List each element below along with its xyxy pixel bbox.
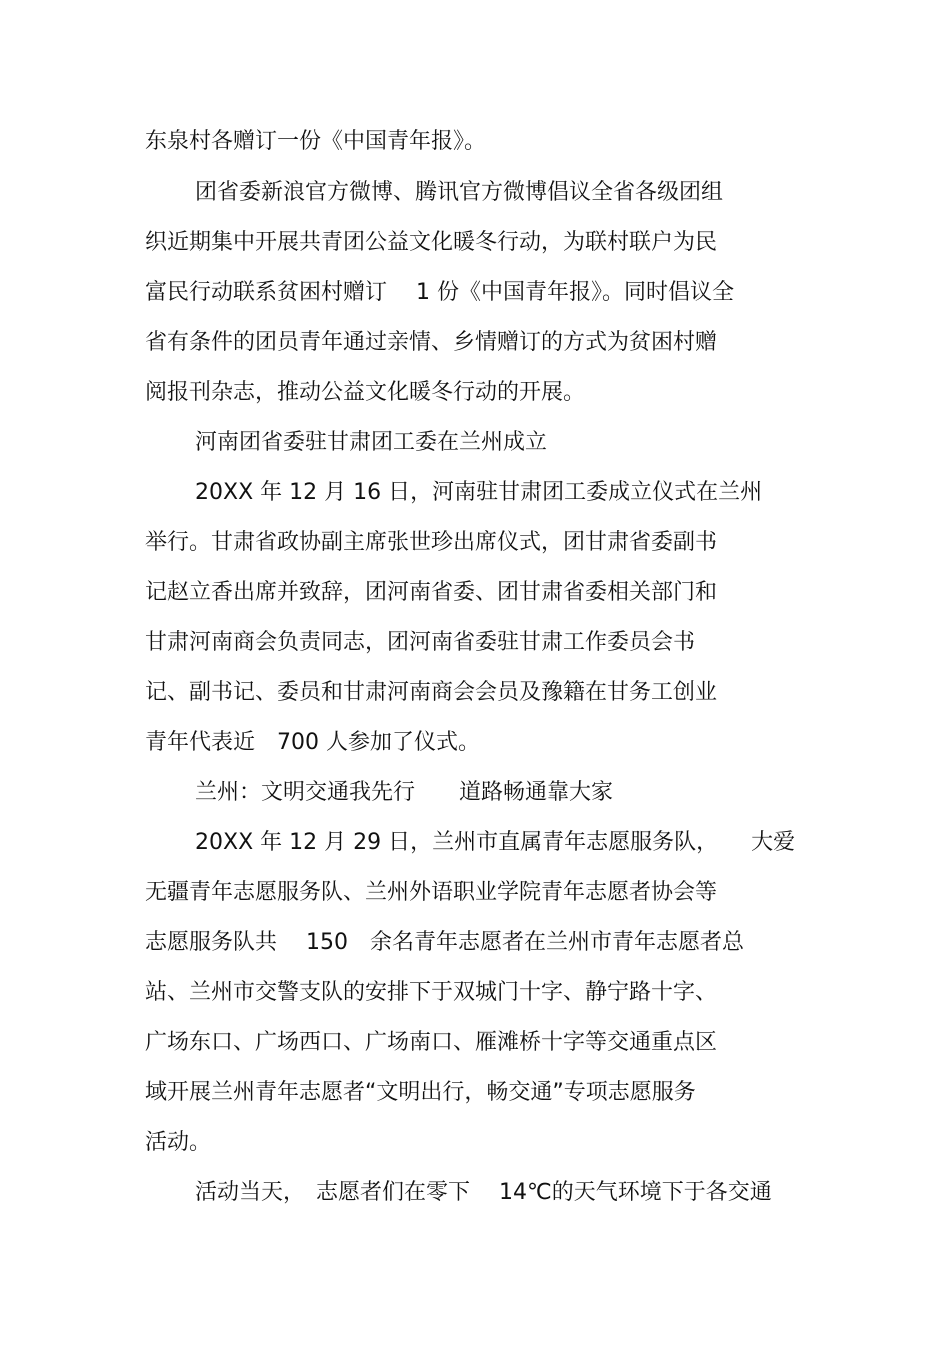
text-line: 20XX 年 12 月 29 日，兰州市直属青年志愿服务队， 大爱 [195, 830, 796, 855]
text-line: 志愿服务队共 150 余名青年志愿者在兰州市青年志愿者总 [145, 930, 744, 955]
text-line: 广场东口、广场西口、广场南口、雁滩桥十字等交通重点区 [145, 1030, 718, 1055]
text-line: 团省委新浪官方微博、腾讯官方微博倡议全省各级团组 [195, 180, 724, 205]
text-line: 无疆青年志愿服务队、兰州外语职业学院青年志愿者协会等 [145, 880, 718, 905]
text-line: 省有条件的团员青年通过亲情、乡情赠订的方式为贫困村赠 [145, 330, 718, 355]
text-line: 记赵立香出席并致辞，团河南省委、团甘肃省委相关部门和 [145, 580, 718, 605]
section-heading: 兰州：文明交通我先行 道路畅通靠大家 [195, 780, 614, 805]
text-line: 青年代表近 700 人参加了仪式。 [145, 730, 480, 755]
text-line: 织近期集中开展共青团公益文化暖冬行动，为联村联户为民 [145, 230, 718, 255]
text-line: 记、副书记、委员和甘肃河南商会会员及豫籍在甘务工创业 [145, 680, 718, 705]
text-line: 域开展兰州青年志愿者“文明出行，畅交通”专项志愿服务 [145, 1080, 696, 1105]
text-line: 阅报刊杂志，推动公益文化暖冬行动的开展。 [145, 380, 586, 405]
text-line: 20XX 年 12 月 16 日，河南驻甘肃团工委成立仪式在兰州 [195, 480, 763, 505]
text-line: 活动。 [145, 1130, 212, 1155]
text-line: 东泉村各赠订一份《中国青年报》。 [145, 129, 487, 154]
text-line: 甘肃河南商会负责同志，团河南省委驻甘肃工作委员会书 [145, 630, 696, 655]
text-line: 站、兰州市交警支队的安排下于双城门十字、静宁路十字、 [145, 980, 718, 1005]
text-line: 举行。甘肃省政协副主席张世珍出席仪式，团甘肃省委副书 [145, 530, 718, 555]
text-line: 活动当天， 志愿者们在零下 14℃的天气环境下于各交通 [195, 1180, 772, 1205]
section-heading: 河南团省委驻甘肃团工委在兰州成立 [195, 430, 548, 455]
text-line: 富民行动联系贫困村赠订 1 份《中国青年报》。同时倡议全 [145, 280, 734, 305]
